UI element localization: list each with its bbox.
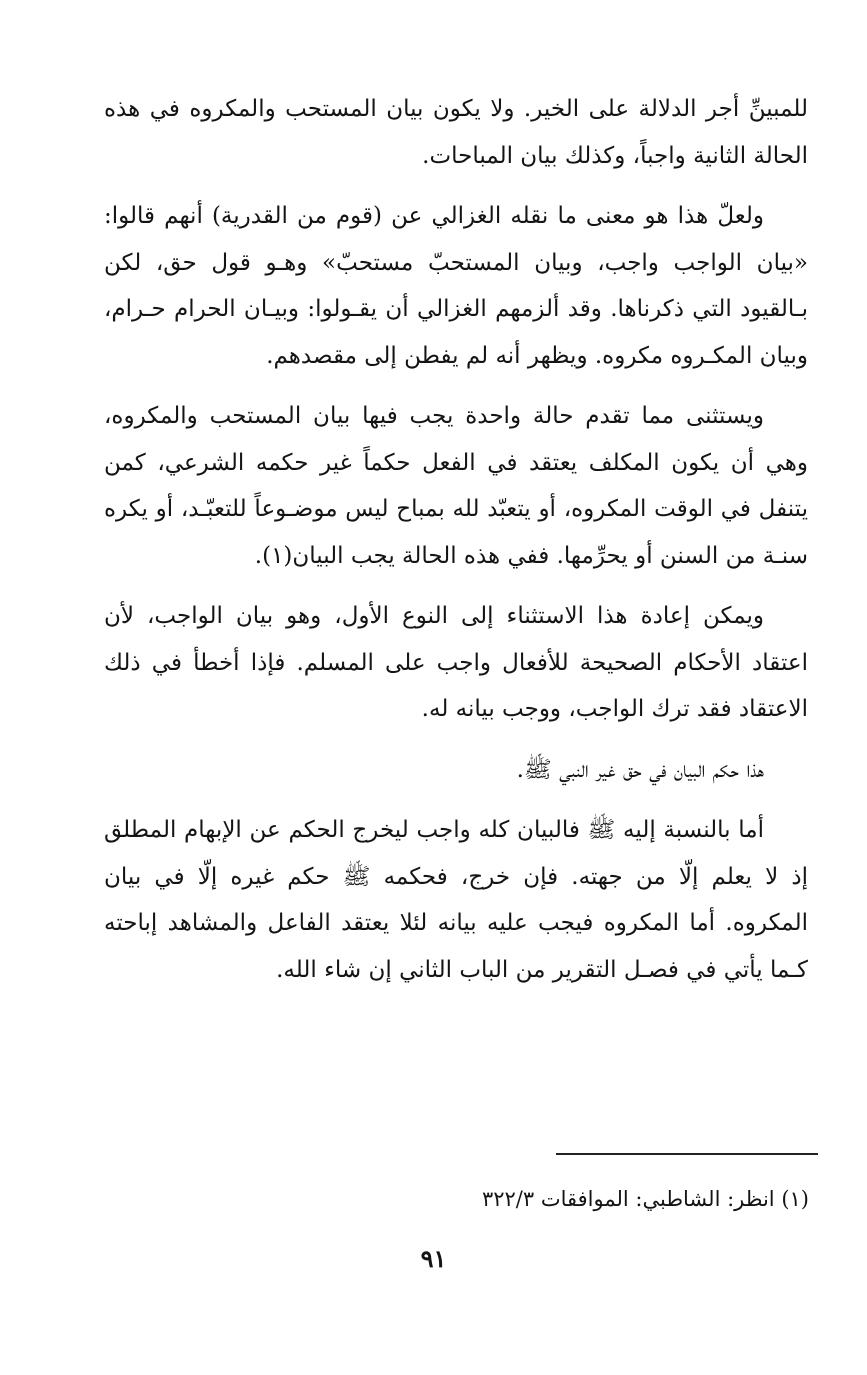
paragraph-4: ويمكن إعادة هذا الاستثناء إلى النوع الأول، وهو بيان الواجب، لأن اعتقاد الأحكام الصحيحة للأفعال واجب على المسلم. فإذا أخطأ في ذلك الاعتقاد فقد ترك الواجب، ووجب بيانه له. xyxy=(104,603,808,722)
footnote: (١) انظر: الشاطبي: الموافقات ٣٢٢/٣ xyxy=(481,1187,809,1211)
page-number: ٩١ xyxy=(420,1244,447,1273)
main-text xyxy=(104,86,808,1007)
paragraph-2: ولعلّ هذا هو معنى ما نقله الغزالي عن (قوم من القدرية) أنهم قالوا: «بيان الواجب واجب، وبيان المستحبّ مستحبّ» وهـو قول حق، لكن بـالقيود التي ذكرناها. وقد ألزمهم الغزالي أن يقـولوا: وبيـان الحرام حـرام، وبيان المكـروه مكروه. ويظهر أنه لم يفطن إلى مقصدهم. xyxy=(104,203,808,369)
footnote-divider xyxy=(556,1153,818,1155)
paragraph-5: هذا حكم البيان في حق غير النبي ﷺ. xyxy=(516,756,764,783)
paragraph-1: للمبينِّ أجر الدلالة على الخير. ولا يكون بيان المستحب والمكروه في هذه الحالة الثانية واجباً، وكذلك بيان المباحات. xyxy=(104,96,808,169)
paragraph-6: أما بالنسبة إليه ﷺ فالبيان كله واجب ليخرج الحكم عن الإبهام المطلق إذ لا يعلم إلّا من جهته. فإن خرج، فحكمه ﷺ حكم غيره إلّا في بيان المكروه. أما المكروه فيجب عليه بيانه لئلا يعتقد الفاعل والمشاهد إباحته كـما يأتي في فصـل التقرير من الباب الثاني إن شاء الله. xyxy=(104,817,808,983)
paragraph-3: ويستثنى مما تقدم حالة واحدة يجب فيها بيان المستحب والمكروه، وهي أن يكون المكلف يعتقد في الفعل حكماً غير حكمه الشرعي، كمن يتنفل في الوقت المكروه، أو يتعبّد لله بمباح ليس موضـوعاً للتعبّـد، أو يكره سنـة من السنن أو يحرِّمها. ففي هذه الحالة يجب البيان(١). xyxy=(104,403,808,569)
